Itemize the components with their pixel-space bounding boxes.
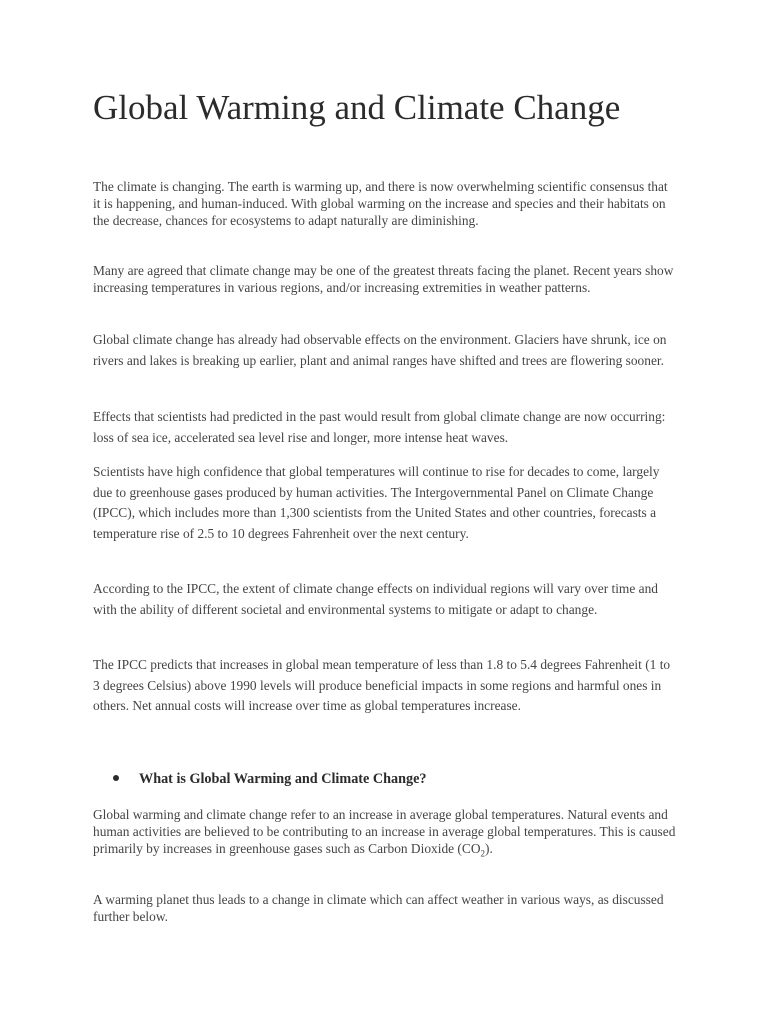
bullet-heading-text: What is Global Warming and Climate Change? [139,771,427,787]
paragraph-4: Effects that scientists had predicted in the past would result from global climate change are now occurring: loss of sea ice, accelerated sea level rise and longer, more intense heat waves. [93,409,666,445]
section-paragraph-1-end: ). [485,841,493,856]
bullet-heading [113,768,426,790]
document-title: Global Warming and Climate Change [93,88,621,127]
paragraph-1: The climate is changing. The earth is warming up, and there is now overwhelming scientific consensus that it is happening, and human-induced. With global warming on the increase and species and their habitats on the decrease, chances for ecosystems to adapt naturally are diminishing. [93,179,668,228]
paragraph-2: Many are agreed that climate change may be one of the greatest threats facing the planet. Recent years show increasing temperatures in various regions, and/or increasing extremities in weather patterns. [93,263,674,295]
section-paragraph-1-text: Global warming and climate change refer to an increase in average global temperatures. Natural events and human activities are believed to be contributing to an increase in average global temperatures. This is caused primarily by increases in greenhouse gases such as Carbon Dioxide (CO [93,807,676,856]
paragraph-6: According to the IPCC, the extent of climate change effects on individual regions will vary over time and with the ability of different societal and environmental systems to mitigate or adapt to change. [93,581,658,617]
co2-subscript: 2 [480,848,485,859]
bullet-dot-icon [113,775,119,781]
paragraph-7: The IPCC predicts that increases in global mean temperature of less than 1.8 to 5.4 degrees Fahrenheit (1 to 3 degrees Celsius) above 1990 levels will produce beneficial impacts in some regions and harmful ones in others. Net annual costs will increase over time as global temperatures increase. [93,657,671,714]
paragraph-3: Global climate change has already had observable effects on the environment. Glaciers have shrunk, ice on rivers and lakes is breaking up earlier, plant and animal ranges have shifted and trees are flowering sooner. [93,332,667,368]
section-paragraph-1 [93,806,677,857]
section-paragraph-2: A warming planet thus leads to a change in climate which can affect weather in various ways, as discussed further below. [93,892,664,924]
paragraph-5: Scientists have high confidence that global temperatures will continue to rise for decades to come, largely due to greenhouse gases produced by human activities. The Intergovernmental Panel on Climate Change (IPCC), which includes more than 1,300 scientists from the United States and other countries, forecasts a temperature rise of 2.5 to 10 degrees Fahrenheit over the next century. [93,464,660,541]
